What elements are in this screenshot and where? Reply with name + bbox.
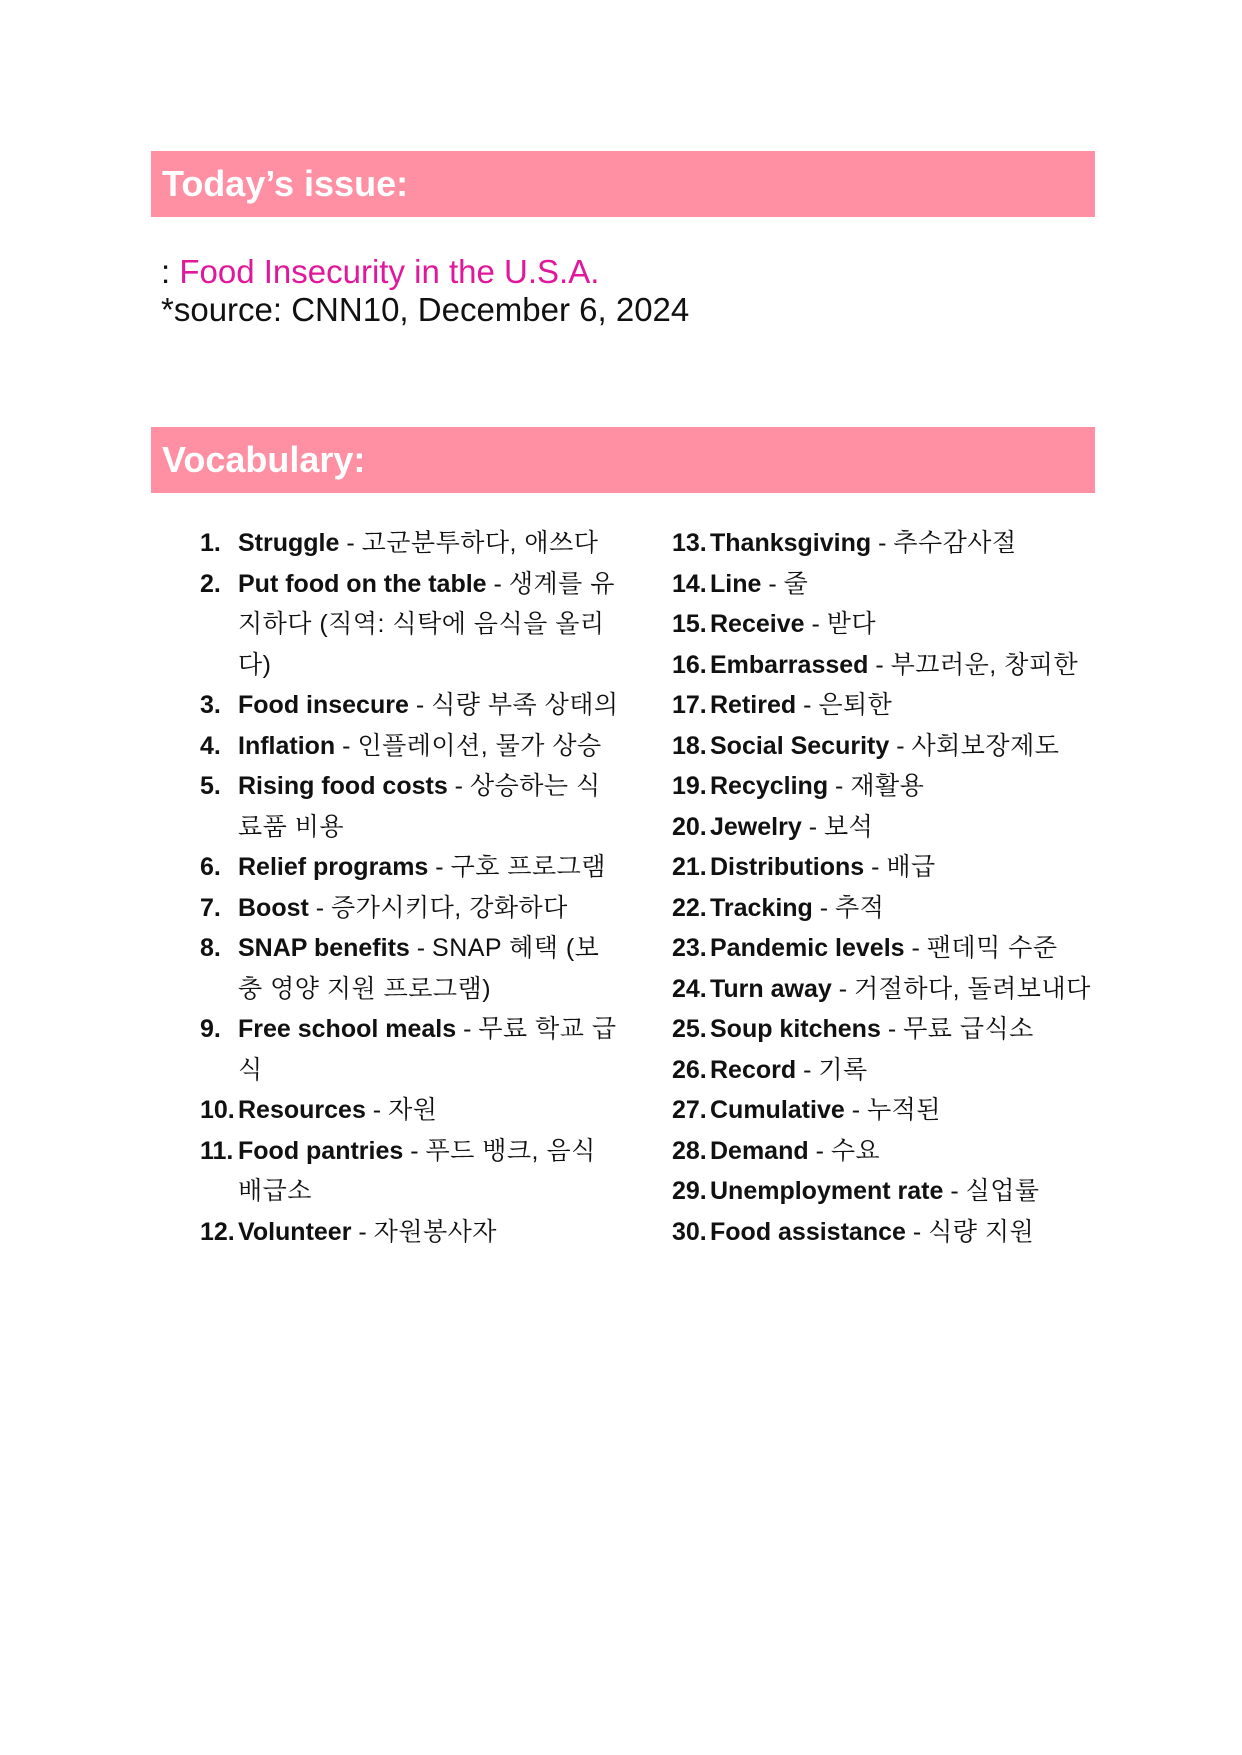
vocab-term: Thanksgiving — [710, 529, 872, 557]
vocab-meaning: 재활용 — [850, 772, 925, 800]
vocab-term: Distributions — [710, 853, 865, 881]
vocab-number: 15. — [672, 610, 707, 638]
vocab-item: 23. Pandemic levels - 팬데믹 수준 — [672, 928, 1112, 969]
vocab-meaning: 누적된 — [866, 1096, 941, 1124]
vocab-term: Food pantries — [238, 1136, 404, 1165]
vocab-term: Receive — [710, 610, 805, 638]
vocab-term: Recycling — [710, 772, 829, 800]
vocab-item: 30. Food assistance - 식량 지원 — [672, 1212, 1112, 1253]
vocab-item: 7. Boost - 증가시키다, 강화하다 — [200, 888, 620, 929]
vocab-term: Social Security — [710, 731, 890, 760]
vocab-meaning: 보석 — [823, 812, 874, 841]
vocab-item: 24. Turn away - 거절하다, 돌려보내다 — [672, 969, 1112, 1010]
vocab-meaning: 추수감사절 — [893, 529, 1017, 557]
vocab-meaning: 식량 지원 — [928, 1217, 1035, 1246]
vocab-number: 6. — [200, 853, 221, 881]
vocab-number: 30. — [672, 1217, 707, 1246]
vocab-term: Retired — [710, 691, 797, 719]
vocab-term: Embarrassed — [710, 650, 869, 679]
vocabulary-list-left — [200, 523, 620, 1252]
vocab-number: 5. — [200, 772, 221, 800]
vocab-number: 26. — [672, 1055, 707, 1084]
vocab-meaning: 줄 — [783, 569, 809, 598]
vocab-meaning: 상승하는 식료품 비용 — [238, 772, 601, 841]
vocab-item: 6. Relief programs - 구호 프로그램 — [200, 847, 620, 888]
vocab-meaning: 생계를 유지하다 (직역: 식탁에 음식을 올리다) — [238, 569, 615, 679]
vocab-number: 12. — [200, 1217, 235, 1246]
vocab-term: Unemployment rate — [710, 1177, 944, 1205]
vocab-meaning: 기록 — [818, 1055, 868, 1084]
vocab-term: Put food on the table — [238, 569, 487, 598]
vocab-number: 14. — [672, 569, 707, 598]
vocab-number: 7. — [200, 893, 221, 922]
vocab-number: 9. — [200, 1015, 221, 1043]
vocab-meaning: 인플레이션, 물가 상승 — [357, 731, 602, 760]
vocab-meaning: 실업률 — [965, 1177, 1040, 1205]
vocab-term: SNAP benefits — [238, 934, 410, 962]
vocab-number: 16. — [672, 650, 707, 679]
issue-topic-line — [161, 253, 689, 291]
vocab-term: Rising food costs — [238, 772, 448, 800]
vocab-item: 26. Record - 기록 — [672, 1050, 1112, 1091]
vocab-meaning: 자원 — [388, 1096, 438, 1124]
vocabulary-heading: Vocabulary: — [162, 439, 366, 480]
vocab-item: 14. Line - 줄 — [672, 564, 1112, 605]
issue-prefix: : — [161, 253, 180, 290]
vocab-term: Record — [710, 1055, 797, 1084]
vocabulary-banner — [151, 427, 1095, 493]
vocab-item: 20. Jewelry - 보석 — [672, 807, 1112, 848]
vocab-item: 10. Resources - 자원 — [200, 1090, 620, 1131]
vocab-meaning: 추적 — [835, 893, 885, 922]
vocab-number: 25. — [672, 1015, 707, 1043]
vocab-meaning: SNAP 혜택 (보충 영양 지원 프로그램) — [238, 934, 600, 1003]
vocab-number: 18. — [672, 731, 707, 760]
vocab-meaning: 팬데믹 수준 — [926, 934, 1058, 962]
vocab-number: 8. — [200, 934, 221, 962]
vocab-meaning: 거절하다, 돌려보내다 — [854, 974, 1091, 1003]
vocab-term: Resources — [238, 1096, 366, 1124]
vocab-number: 23. — [672, 934, 707, 962]
issue-topic: Food Insecurity in the U.S.A. — [179, 253, 600, 290]
vocab-meaning: 고군분투하다, 애쓰다 — [361, 529, 599, 557]
vocab-item: 1. Struggle - 고군분투하다, 애쓰다 — [200, 523, 620, 564]
vocab-item: 5. Rising food costs - 상승하는 식료품 비용 — [200, 766, 620, 847]
vocab-number: 21. — [672, 853, 707, 881]
vocab-number: 3. — [200, 691, 221, 719]
vocab-term: Pandemic levels — [710, 934, 905, 962]
vocab-term: Relief programs — [238, 853, 429, 881]
vocab-item: 13. Thanksgiving - 추수감사절 — [672, 523, 1112, 564]
vocab-meaning: 자원봉사자 — [373, 1217, 497, 1246]
vocab-item: 29. Unemployment rate - 실업률 — [672, 1171, 1112, 1212]
vocab-number: 22. — [672, 893, 707, 922]
vocab-meaning: 받다 — [826, 610, 877, 638]
vocab-number: 29. — [672, 1177, 707, 1205]
issue-block — [161, 253, 689, 329]
vocab-meaning: 은퇴한 — [818, 691, 893, 719]
vocab-term: Boost — [238, 893, 309, 922]
vocab-meaning: 무료 학교 급식 — [238, 1015, 617, 1084]
vocab-number: 10. — [200, 1096, 235, 1124]
vocab-number: 1. — [200, 529, 221, 557]
vocab-item: 18. Social Security - 사회보장제도 — [672, 726, 1112, 767]
vocab-item: 4. Inflation - 인플레이션, 물가 상승 — [200, 726, 620, 767]
vocab-item: 8. SNAP benefits - SNAP 혜택 (보충 영양 지원 프로그램) — [200, 928, 620, 1009]
vocab-term: Inflation — [238, 731, 336, 760]
vocab-number: 27. — [672, 1096, 707, 1124]
vocab-number: 2. — [200, 569, 221, 598]
vocab-number: 28. — [672, 1136, 707, 1165]
vocab-item: 16. Embarrassed - 부끄러운, 창피한 — [672, 645, 1112, 686]
vocab-meaning: 식량 부족 상태의 — [431, 691, 619, 719]
vocab-item: 17. Retired - 은퇴한 — [672, 685, 1112, 726]
vocab-item: 12. Volunteer - 자원봉사자 — [200, 1212, 620, 1253]
vocab-number: 20. — [672, 812, 707, 841]
vocab-item: 2. Put food on the table - 생계를 유지하다 (직역: 식탁에 음식을 올리다) — [200, 564, 620, 686]
vocab-term: Jewelry — [710, 812, 802, 841]
vocab-meaning: 사회보장제도 — [911, 731, 1060, 760]
vocab-term: Food assistance — [710, 1217, 906, 1246]
vocab-term: Cumulative — [710, 1096, 845, 1124]
vocab-meaning: 부끄러운, 창피한 — [890, 650, 1079, 679]
vocab-meaning: 무료 급식소 — [903, 1015, 1034, 1043]
vocab-meaning: 증가시키다, 강화하다 — [331, 893, 568, 922]
vocab-meaning: 수요 — [830, 1136, 881, 1165]
vocab-number: 4. — [200, 731, 221, 760]
vocab-term: Turn away — [710, 974, 832, 1003]
vocab-item: 15. Receive - 받다 — [672, 604, 1112, 645]
vocab-item: 21. Distributions - 배급 — [672, 847, 1112, 888]
vocab-term: Soup kitchens — [710, 1015, 881, 1043]
issue-source: *source: CNN10, December 6, 2024 — [161, 291, 690, 328]
vocab-item: 11. Food pantries - 푸드 뱅크, 음식 배급소 — [200, 1131, 620, 1212]
vocab-term: Struggle — [238, 529, 340, 557]
vocab-meaning: 배급 — [886, 853, 936, 881]
vocab-meaning: 푸드 뱅크, 음식 배급소 — [238, 1136, 596, 1205]
vocab-term: Demand — [710, 1136, 809, 1165]
vocab-item: 27. Cumulative - 누적된 — [672, 1090, 1112, 1131]
vocabulary-list-right — [672, 523, 1112, 1252]
vocab-term: Food insecure — [238, 691, 409, 719]
vocab-item: 19. Recycling - 재활용 — [672, 766, 1112, 807]
todays-issue-heading: Today’s issue: — [162, 163, 409, 204]
vocab-meaning: 구호 프로그램 — [450, 853, 606, 881]
vocab-number: 17. — [672, 691, 707, 719]
vocab-term: Volunteer — [238, 1217, 352, 1246]
vocab-term: Line — [710, 569, 762, 598]
vocab-term: Tracking — [710, 893, 813, 922]
vocab-item: 28. Demand - 수요 — [672, 1131, 1112, 1172]
vocab-term: Free school meals — [238, 1015, 457, 1043]
vocab-number: 19. — [672, 772, 707, 800]
vocab-number: 11. — [200, 1136, 234, 1165]
vocab-item: 3. Food insecure - 식량 부족 상태의 — [200, 685, 620, 726]
vocab-number: 24. — [672, 974, 707, 1003]
vocab-number: 13. — [672, 529, 707, 557]
vocab-item: 25. Soup kitchens - 무료 급식소 — [672, 1009, 1112, 1050]
todays-issue-banner — [151, 151, 1095, 217]
vocab-item: 9. Free school meals - 무료 학교 급식 — [200, 1009, 620, 1090]
vocab-item: 22. Tracking - 추적 — [672, 888, 1112, 929]
